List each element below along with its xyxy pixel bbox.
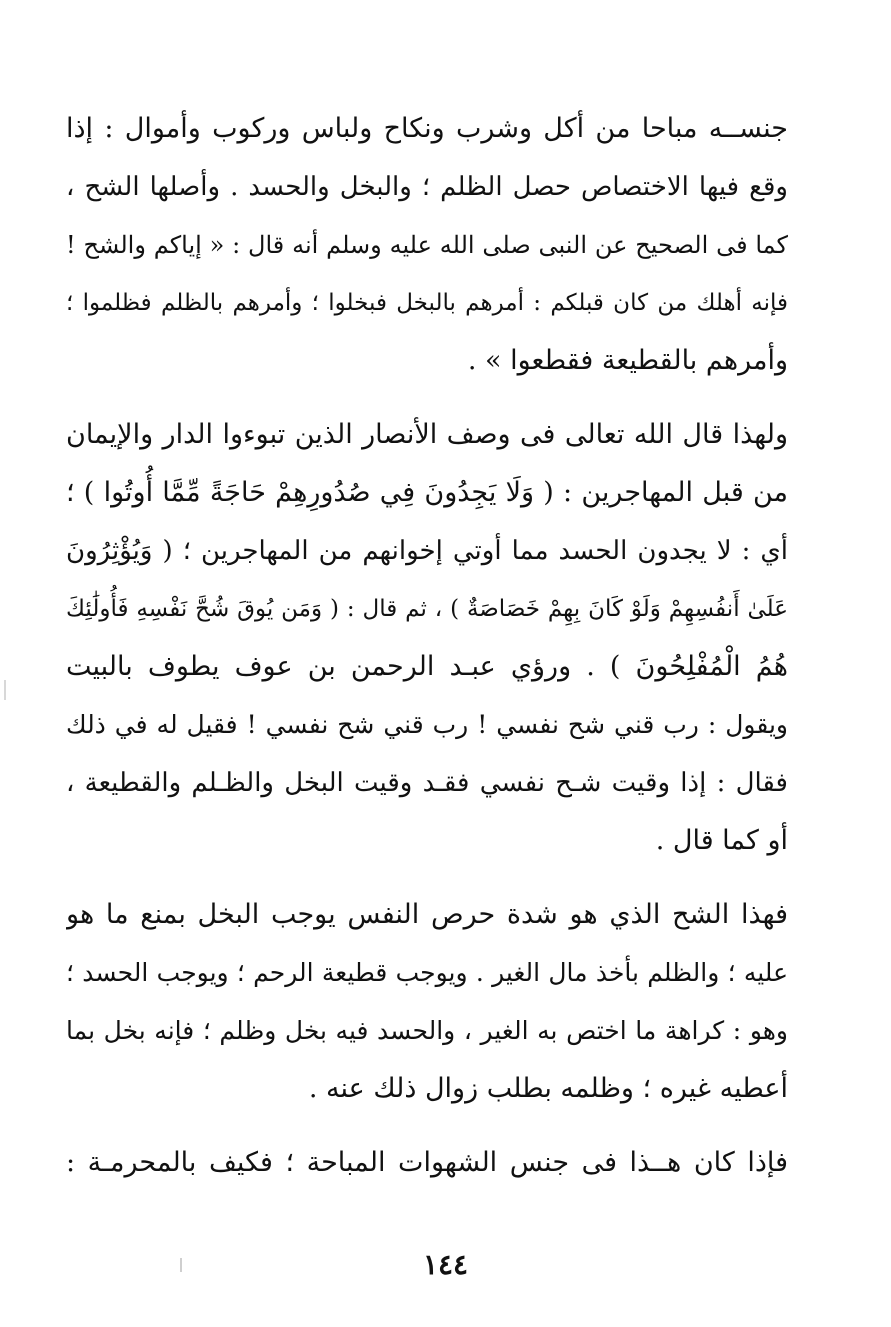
scan-mark <box>4 680 6 700</box>
paragraph-4 <box>66 1134 788 1192</box>
text-line: وأمرهم بالقطيعة فقطعوا » . <box>467 345 788 376</box>
text-line: جنســه مباحا من أكل وشرب ونكاح ولباس وركوب وأموال : إذا <box>66 113 788 144</box>
paragraph-gap <box>66 390 788 406</box>
paragraph-1 <box>66 100 788 390</box>
text-line: فقال : إذا وقيت شـح نفسي فقـد وقيت البخل والظـلم والقطيعة ، <box>66 768 788 798</box>
paragraph-3 <box>66 886 788 1118</box>
text-line: أعطيه غيره ؛ وظلمه بطلب زوال ذلك عنه . <box>308 1073 788 1104</box>
text-line: فإذا كان هــذا فى جنس الشهوات المباحة ؛ فكيف بالمحرمـة : <box>66 1147 788 1178</box>
text-line: ويقول : رب قني شح نفسي ! رب قني شح نفسي ! فقيل له في ذلك <box>66 710 788 739</box>
text-line: وهو : كراهة ما اختص به الغير ، والحسد فيه بخل وظلم ؛ فإنه بخل بما <box>66 1016 788 1045</box>
text-line: وقع فيها الاختصاص حصل الظلم ؛ والبخل والحسد . وأصلها الشح ، <box>66 172 788 202</box>
scan-mark <box>180 1258 182 1272</box>
text-line: عَلَىٰ أَنفُسِهِمْ وَلَوْ كَانَ بِهِمْ خَصَاصَةٌ ) ، ثم قال : ( وَمَن يُوقَ شُحَّ نَفْسِهِ فَأُولَٰئِكَ <box>66 596 788 622</box>
page-number: ١٤٤ <box>422 1248 469 1281</box>
text-line: فإنه أهلك من كان قبلكم : أمرهم بالبخل فبخلوا ؛ وأمرهم بالظلم فظلموا ؛ <box>66 290 788 316</box>
text-line: عليه ؛ والظلم بأخذ مال الغير . ويوجب قطيعة الرحم ؛ ويوجب الحسد ؛ <box>66 958 788 987</box>
text-line: من قبل المهاجرين : ( وَلَا يَجِدُونَ فِي صُدُورِهِمْ حَاجَةً مِّمَّا أُوتُوا ) ؛ <box>66 477 788 508</box>
text-line: فهذا الشح الذي هو شدة حرص النفس يوجب البخل بمنع ما هو <box>66 899 788 930</box>
text-line: ولهذا قال الله تعالى فى وصف الأنصار الذين تبوءوا الدار والإيمان <box>66 419 788 450</box>
text-line: كما فى الصحيح عن النبى صلى الله عليه وسلم أنه قال : « إياكم والشح ! <box>66 231 788 259</box>
text-line: أي : لا يجدون الحسد مما أوتي إخوانهم من المهاجرين ؛ ( وَيُؤْثِرُونَ <box>66 536 788 566</box>
text-line: أو كما قال . <box>655 825 788 856</box>
paragraph-gap <box>66 870 788 886</box>
page-body <box>66 100 788 1192</box>
text-line: هُمُ الْمُفْلِحُونَ ) . ورؤي عبـد الرحمن بن عوف يطوف بالبيت <box>66 651 788 682</box>
paragraph-2 <box>66 406 788 870</box>
paragraph-gap <box>66 1118 788 1134</box>
